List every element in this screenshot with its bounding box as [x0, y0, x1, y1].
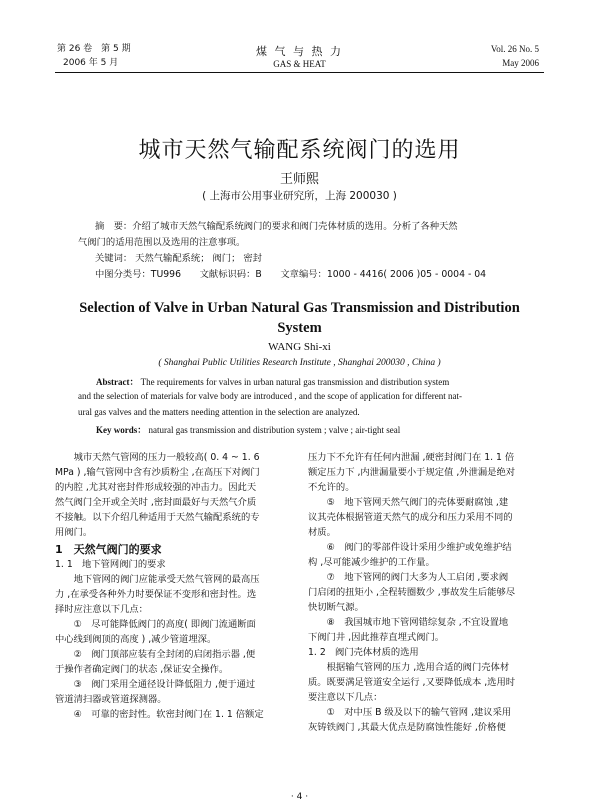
body-line: 材质。 [308, 527, 336, 538]
abstract-cn-line1: 介绍了城市天然气输配系统阀门的要求和阀门壳体材质的选用。分析了各种天然 [132, 221, 458, 232]
body-line: 快切断气源。 [308, 602, 364, 613]
journal-volume-issue: 第 26 卷 第 5 期 [57, 44, 131, 54]
header-rule [55, 72, 544, 73]
author-en: WANG Shi-xi [268, 341, 331, 353]
body-line: 根据输气管网的压力 ,选用合适的阀门壳体材 [308, 662, 510, 673]
body-line: 要注意以下几点： [308, 692, 383, 703]
body-line: 质。既要满足管道安全运行 ,又要降低成本 ,选用时 [308, 677, 516, 688]
abstract-en-label: Abstract： [96, 377, 139, 387]
intro-line: 城市天然气管网的压力一般较高( 0. 4 ~ 1. 6 [55, 452, 260, 463]
body-line: ① 尽可能降低阀门的高度( 即阀门流通断面 [55, 619, 256, 630]
affiliation-cn: ( 上海市公用事业研究所，上海 200030 ) [202, 190, 397, 202]
body-line: 压力下不允许有任何内泄漏 ,硬密封阀门在 1. 1 倍 [308, 452, 515, 463]
intro-line: 的内腔 ,尤其对密封件形成较强的冲击力。因此天 [55, 482, 257, 493]
body-line: ⑥ 阀门的零部件设计采用少维护或免维护结 [308, 542, 512, 553]
body-line: 力 ,在承受各种外力时要保证不变形和密封性。选 [55, 589, 257, 600]
section-1-2-heading: 1. 2 阀门壳体材质的选用 [308, 647, 419, 658]
abstract-cn-label: 摘 要： [95, 221, 133, 232]
body-line: ⑦ 地下管网的阀门大多为人工启闭 ,要求阀 [308, 572, 509, 583]
body-line: 构 ,尽可能减少维护的工作量。 [308, 557, 435, 568]
abstract-cn [95, 219, 525, 234]
body-line: 地下管网的阀门应能承受天然气管网的最高压 [55, 574, 260, 585]
keywords-en-label: Key words： [96, 425, 147, 435]
journal-name-en: GAS & HEAT [273, 59, 326, 69]
section-1-1-heading: 1. 1 地下管网阀门的要求 [55, 559, 166, 570]
title-en-line2: System [277, 320, 322, 336]
abstract-en-line1-wrap [96, 375, 526, 389]
body-line: 管道清扫器或管道探测器。 [55, 694, 167, 705]
body-line: 于操作者确定阀门的状态 ,保证安全操作。 [55, 664, 229, 675]
right-column [308, 450, 568, 735]
abstract-en-line2: and the selection of materials for valve body are introduced , and the scope of application for different nat- [78, 391, 462, 401]
author-cn: 王师熙 [279, 172, 319, 187]
body-line: 不允许的。 [308, 482, 355, 493]
intro-line: 然气阀门全开或全关时 ,密封面最好与天然气介质 [55, 497, 257, 508]
body-line: 中心线到阀顶的高度 ) ,减少管道埋深。 [55, 634, 217, 645]
body-line: 择时应注意以下几点： [55, 604, 148, 615]
keywords-en [96, 423, 526, 436]
intro-line: MPa ) ,输气管网中含有沙质粉尘 ,在高压下对阀门 [55, 467, 260, 478]
body-line: 额定压力下 ,内泄漏量要小于规定值 ,外泄漏是绝对 [308, 467, 516, 478]
abstract-cn-line2: 气阀门的适用范围以及选用的注意事项。 [78, 237, 246, 248]
title-cn: 城市天然气输配系统阀门的选用 [138, 138, 461, 163]
intro-line: 不接触。以下介绍几种适用于天然气输配系统的专 [55, 512, 260, 523]
journal-name-cn: 煤 气 与 热 力 [256, 45, 343, 58]
body-line: 下阀门井 ,因此推荐直埋式阀门。 [308, 632, 445, 643]
body-line: ① 对中压 B 级及以下的输气管网 ,建议采用 [308, 707, 512, 718]
body-line: 门启闭的扭矩小 ,全程转圈数少 ,事故发生后能够尽 [308, 587, 516, 598]
journal-vol-en: Vol. 26 No. 5 [490, 44, 539, 54]
title-en-line1: Selection of Valve in Urban Natural Gas Transmission and Distribution [79, 300, 520, 316]
body-line: ⑤ 地下管网天然气阀门的壳体要耐腐蚀 ,建 [308, 497, 509, 508]
affiliation-en: ( Shanghai Public Utilities Research Institute , Shanghai 200030 , China ) [158, 358, 441, 368]
body-line: ⑧ 我国城市地下管网错综复杂 ,不宜设置地 [308, 617, 509, 628]
body-line: 议其壳体根据管道天然气的成分和压力采用不同的 [308, 512, 513, 523]
section-1-heading: 1 天然气阀门的要求 [55, 543, 162, 556]
page-number: · 4 · [290, 792, 309, 802]
journal-date: 2006 年 5 月 [63, 58, 119, 68]
journal-date-en: May 2006 [502, 58, 539, 68]
keywords-cn: 关键词： 天然气输配系统； 阀门； 密封 [95, 253, 262, 264]
abstract-en-line1: The requirements for valves in urban natural gas transmission and distribution system [138, 377, 450, 387]
intro-line: 用阀门。 [55, 527, 93, 538]
body-line: ② 阀门顶部应装有全封闭的启闭指示器 ,便 [55, 649, 256, 660]
left-column [55, 450, 315, 722]
abstract-en-line3: ural gas valves and the matters needing attention in the selection are analyzed. [78, 407, 360, 417]
classification-cn: 中图分类号：TU996 文献标识码：B 文章编号：1000 - 4416( 2006 )05 - 0004 - 04 [95, 269, 487, 280]
body-line: 灰铸铁阀门 ,其最大优点是防腐蚀性能好 ,价格便 [308, 722, 506, 733]
body-line: ③ 阀门采用全通径设计降低阻力 ,便于通过 [55, 679, 256, 690]
keywords-en-text: natural gas transmission and distribution system ; valve ; air-tight seal [146, 425, 401, 435]
body-line: ④ 可靠的密封性。软密封阀门在 1. 1 倍额定 [55, 709, 264, 720]
